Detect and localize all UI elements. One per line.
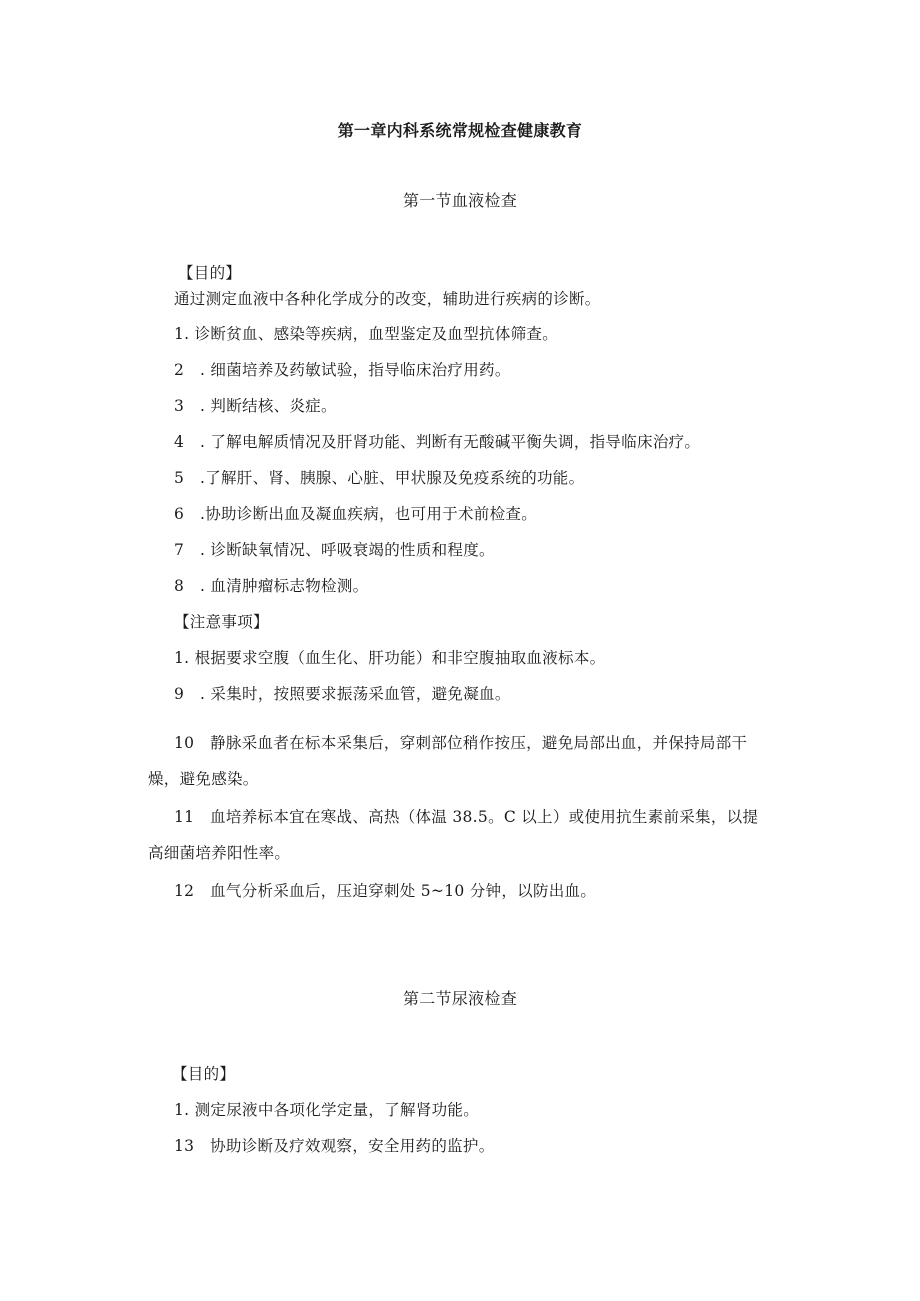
chapter-title: 第一章内科系统常规检查健康教育	[337, 121, 583, 140]
section-1-note-item: 10 静脉采血者在标本采集后，穿刺部位稍作按压，避免局部出血，并保持局部干燥，避免感染。	[148, 734, 748, 788]
section-1-notes-heading: 【注意事项】	[174, 613, 269, 631]
section-1-purpose-item: 5 .了解肝、肾、胰腺、心脏、甲状腺及免疫系统的功能。	[174, 469, 585, 487]
section-2-purpose-item: 1. 测定尿液中各项化学定量，了解肾功能。	[174, 1101, 480, 1119]
section-1-purpose-heading: 【目的】	[178, 264, 242, 282]
section-1-purpose-item: 8 . 血清肿瘤标志物检测。	[174, 577, 369, 595]
section-1-note-item: 1. 根据要求空腹（血生化、肝功能）和非空腹抽取血液标本。	[174, 649, 606, 667]
section-1-purpose-item: 1. 诊断贫血、感染等疾病，血型鉴定及血型抗体筛查。	[174, 325, 559, 343]
section-1-purpose-item: 2 . 细菌培养及药敏试验，指导临床治疗用药。	[174, 361, 511, 379]
section-1-note-item: 12 血气分析采血后，压迫穿刺处 5~10 分钟，以防出血。	[174, 882, 597, 900]
section-1-purpose-item: 7 . 诊断缺氧情况、呼吸衰竭的性质和程度。	[174, 541, 495, 559]
section-1-note-item: 9 . 采集时，按照要求振荡采血管，避免凝血。	[174, 685, 511, 703]
section-2-title: 第二节尿液检查	[402, 989, 518, 1008]
section-2-purpose-item: 13 协助诊断及疗效观察，安全用药的监护。	[174, 1137, 495, 1155]
section-2-purpose-heading: 【目的】	[172, 1065, 236, 1083]
section-1-purpose-item: 4 . 了解电解质情况及肝肾功能、判断有无酸碱平衡失调，指导临床治疗。	[174, 433, 701, 451]
section-1-purpose-intro: 通过测定血液中各种化学成分的改变，辅助进行疾病的诊断。	[174, 290, 601, 308]
section-1-note-item: 11 血培养标本宜在寒战、高热（体温 38.5。C 以上）或使用抗生素前采集，以提高细菌培养阳性率。	[148, 808, 759, 862]
section-1-title: 第一节血液检查	[402, 191, 518, 210]
section-1-purpose-item: 3 . 判断结核、炎症。	[174, 397, 337, 415]
section-1-purpose-item: 6 .协助诊断出血及凝血疾病，也可用于术前检查。	[174, 505, 537, 523]
